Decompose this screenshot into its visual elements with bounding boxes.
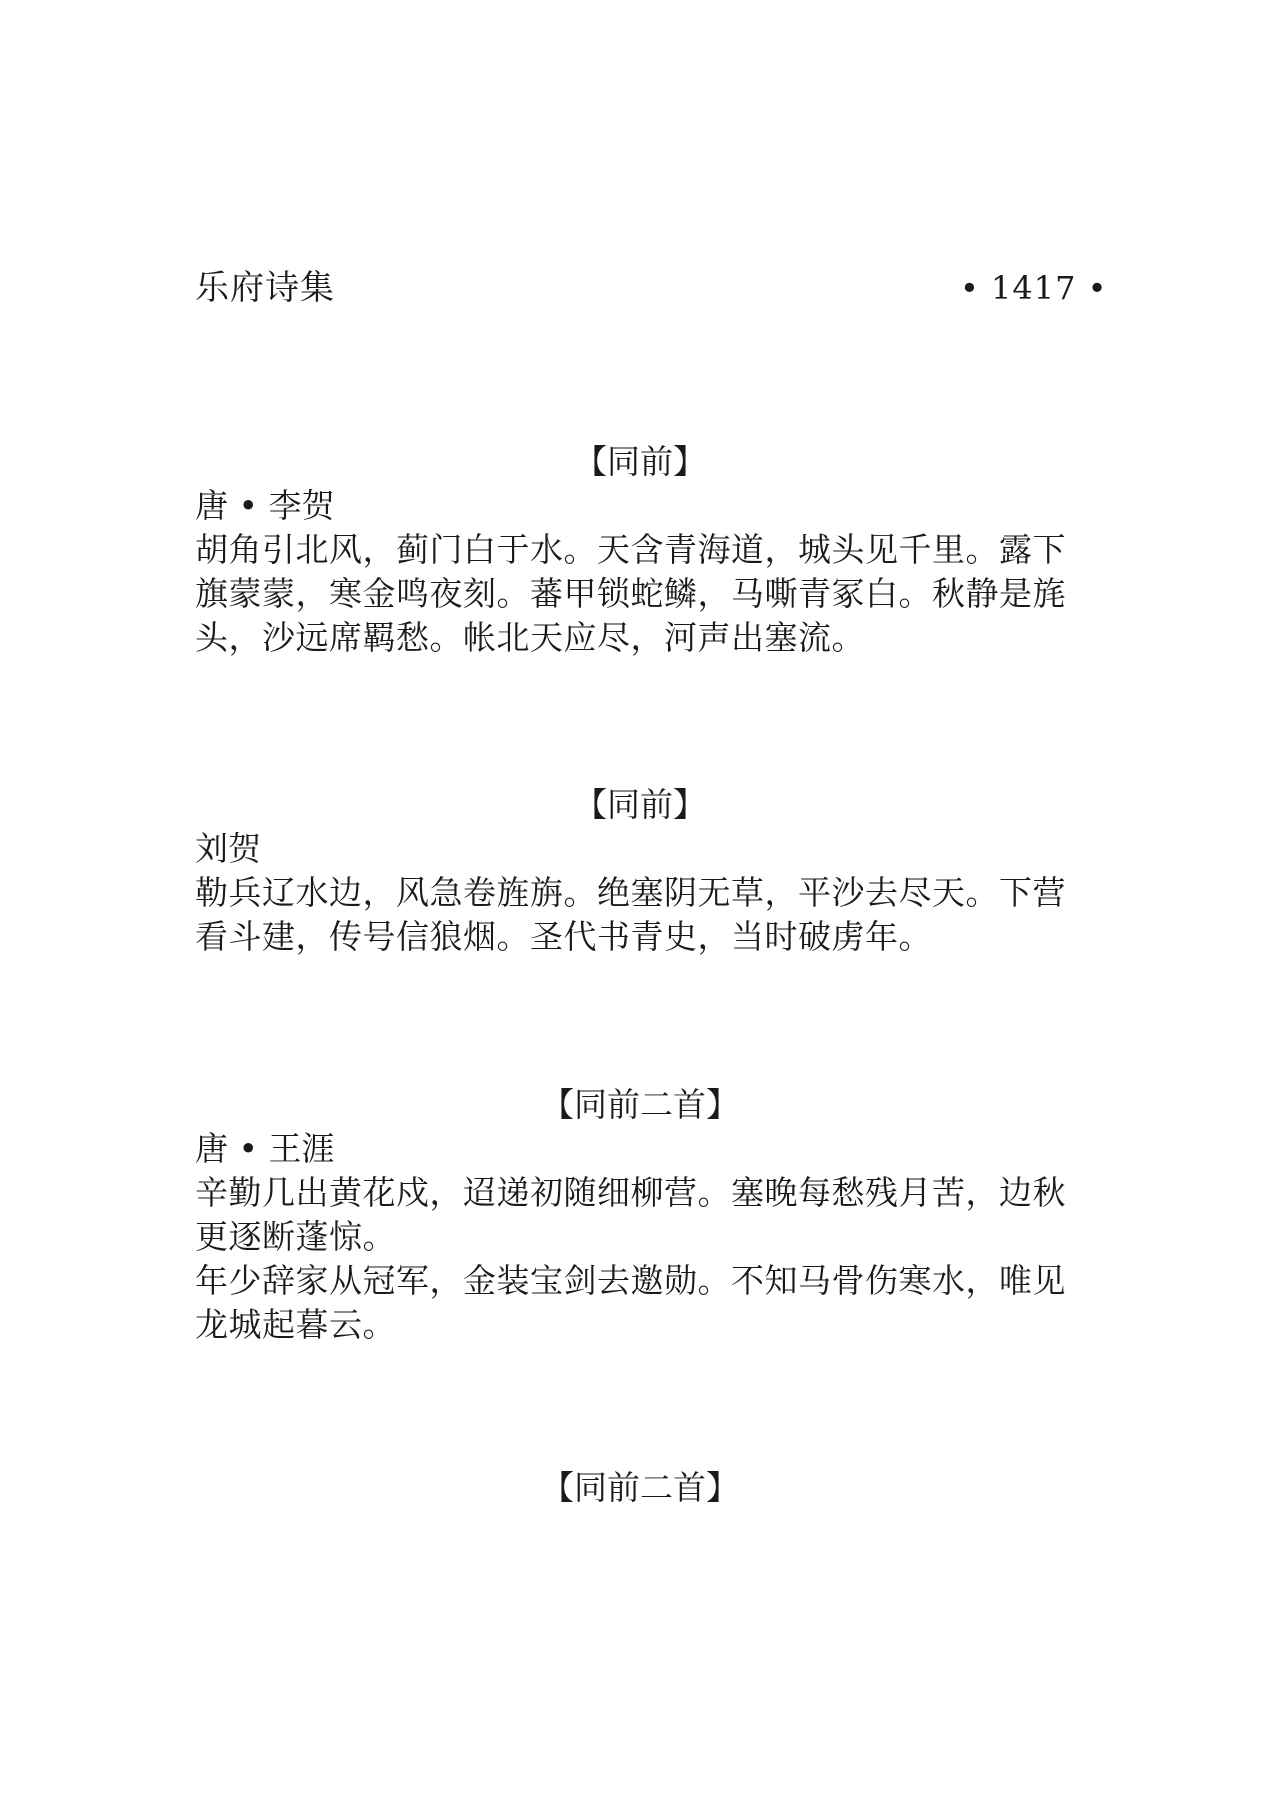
- poem-body: [195, 528, 1085, 660]
- poem-section: [195, 783, 1085, 959]
- poem-section: [195, 440, 1085, 660]
- poem-paragraph: 辛勤几出黄花戍，迢递初随细柳营。塞晚每愁残月苦，边秋更逐断蓬惊。: [195, 1173, 1066, 1256]
- poem-section: [195, 1083, 1085, 1347]
- poem-title: 【同前】: [574, 785, 706, 824]
- poem-paragraph: 年少辞家从冠军，金装宝剑去邀勋。不知马骨伤寒水，唯见龙城起暮云。: [195, 1261, 1066, 1344]
- poem-title: 【同前】: [574, 442, 706, 481]
- poem-paragraph: 勒兵辽水边，风急卷旌旃。绝塞阴无草，平沙去尽天。下营看斗建，传号信狼烟。圣代书青史，当时破虏年。: [195, 873, 1066, 956]
- poem-paragraph: 胡角引北风，蓟门白于水。天含青海道，城头见千里。露下旗蒙蒙，寒金鸣夜刻。蕃甲锁蛇鳞，马嘶青冢白。秋静是旄头，沙远席羁愁。帐北天应尽，河声出塞流。: [195, 530, 1066, 657]
- running-header-book-title: 乐府诗集: [195, 268, 335, 308]
- poem-author: 唐 • 王涯: [195, 1129, 335, 1168]
- poem-body: [195, 871, 1085, 959]
- poem-author: 唐 • 李贺: [195, 486, 335, 525]
- poem-body: [195, 1171, 1085, 1347]
- poem-title: 【同前二首】: [541, 1085, 739, 1124]
- poem-author: 刘贺: [195, 829, 261, 868]
- poem-section: [195, 1466, 1085, 1510]
- page-number: • 1417 •: [960, 269, 1108, 307]
- poem-title: 【同前二首】: [541, 1468, 739, 1507]
